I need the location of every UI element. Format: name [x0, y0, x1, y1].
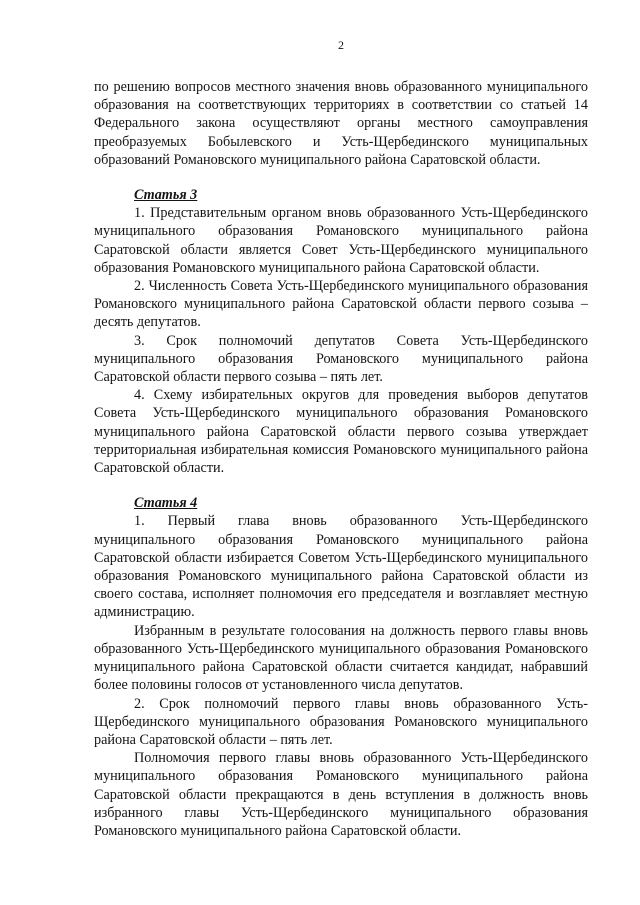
article-4-paragraph-3: 2. Срок полномочий первого главы вновь образованного Усть-Щербединского муниципального образования Романовского муниципального района Саратовской области – пять лет. — [94, 695, 588, 748]
article-3-paragraph-4: 4. Схему избирательных округов для проведения выборов депутатов Совета Усть-Щербединского муниципального образования Романовского муниципального района Саратовской области первого созыва утверждает территориальная избирательная комиссия Романовского муниципального района Саратовской области. — [94, 387, 588, 477]
article-3-section — [94, 186, 588, 477]
article-3-paragraph-1: 1. Представительным органом вновь образованного Усть-Щербединского муниципального образования Романовского муниципального района Саратовской области является Совет Усть-Щербединского муниципального образования Романовского муниципального района Саратовской области. — [94, 205, 588, 276]
article-4-heading: Статья 4 — [134, 495, 198, 512]
article-4-section — [94, 494, 588, 840]
article-4-paragraph-4: Полномочия первого главы вновь образованного Усть-Щербединского муниципального образования Романовского муниципального района Саратовской области прекращаются в день вступления в должность вновь избранного главы Усть-Щербединского муниципального образования Романовского муниципального района Саратовской области. — [94, 750, 588, 839]
article-3-paragraph-3: 3. Срок полномочий депутатов Совета Усть-Щербединского муниципального образования Романовского муниципального района Саратовской области первого созыва – пять лет. — [94, 332, 588, 386]
article-3-heading: Статья 3 — [134, 187, 198, 204]
article-4-paragraph-2: Избранным в результате голосования на должность первого главы вновь образованного Усть-Щербединского муниципального образования Романовского муниципального района Саратовской области считается кандидат, набравший более половины голосов от установленного числа депутатов. — [94, 622, 588, 694]
intro-paragraph: по решению вопросов местного значения вновь образованного муниципального образования на соответствующих территориях в соответствии со статьей 14 Федерального закона осуществляют органы местного самоуправления преобразуемых Бобылевского и Усть-Щербединского муниципальных образований Романовского муниципального района Саратовской области. — [94, 79, 588, 168]
article-3-paragraph-2: 2. Численность Совета Усть-Щербединского муниципального образования Романовского муниципального района Саратовской области первого созыва – десять депутатов. — [94, 278, 588, 331]
page-number: 2 — [338, 38, 344, 52]
article-4-paragraph-1: 1. Первый глава вновь образованного Усть-Щербединского муниципального образования Романовского муниципального района Саратовской области избирается Советом Усть-Щербединского муниципального образования Романовского муниципального района Саратовской области из своего состава, исполняет полномочия его председателя и возглавляет местную администрацию. — [94, 513, 588, 621]
intro-section — [94, 78, 588, 169]
